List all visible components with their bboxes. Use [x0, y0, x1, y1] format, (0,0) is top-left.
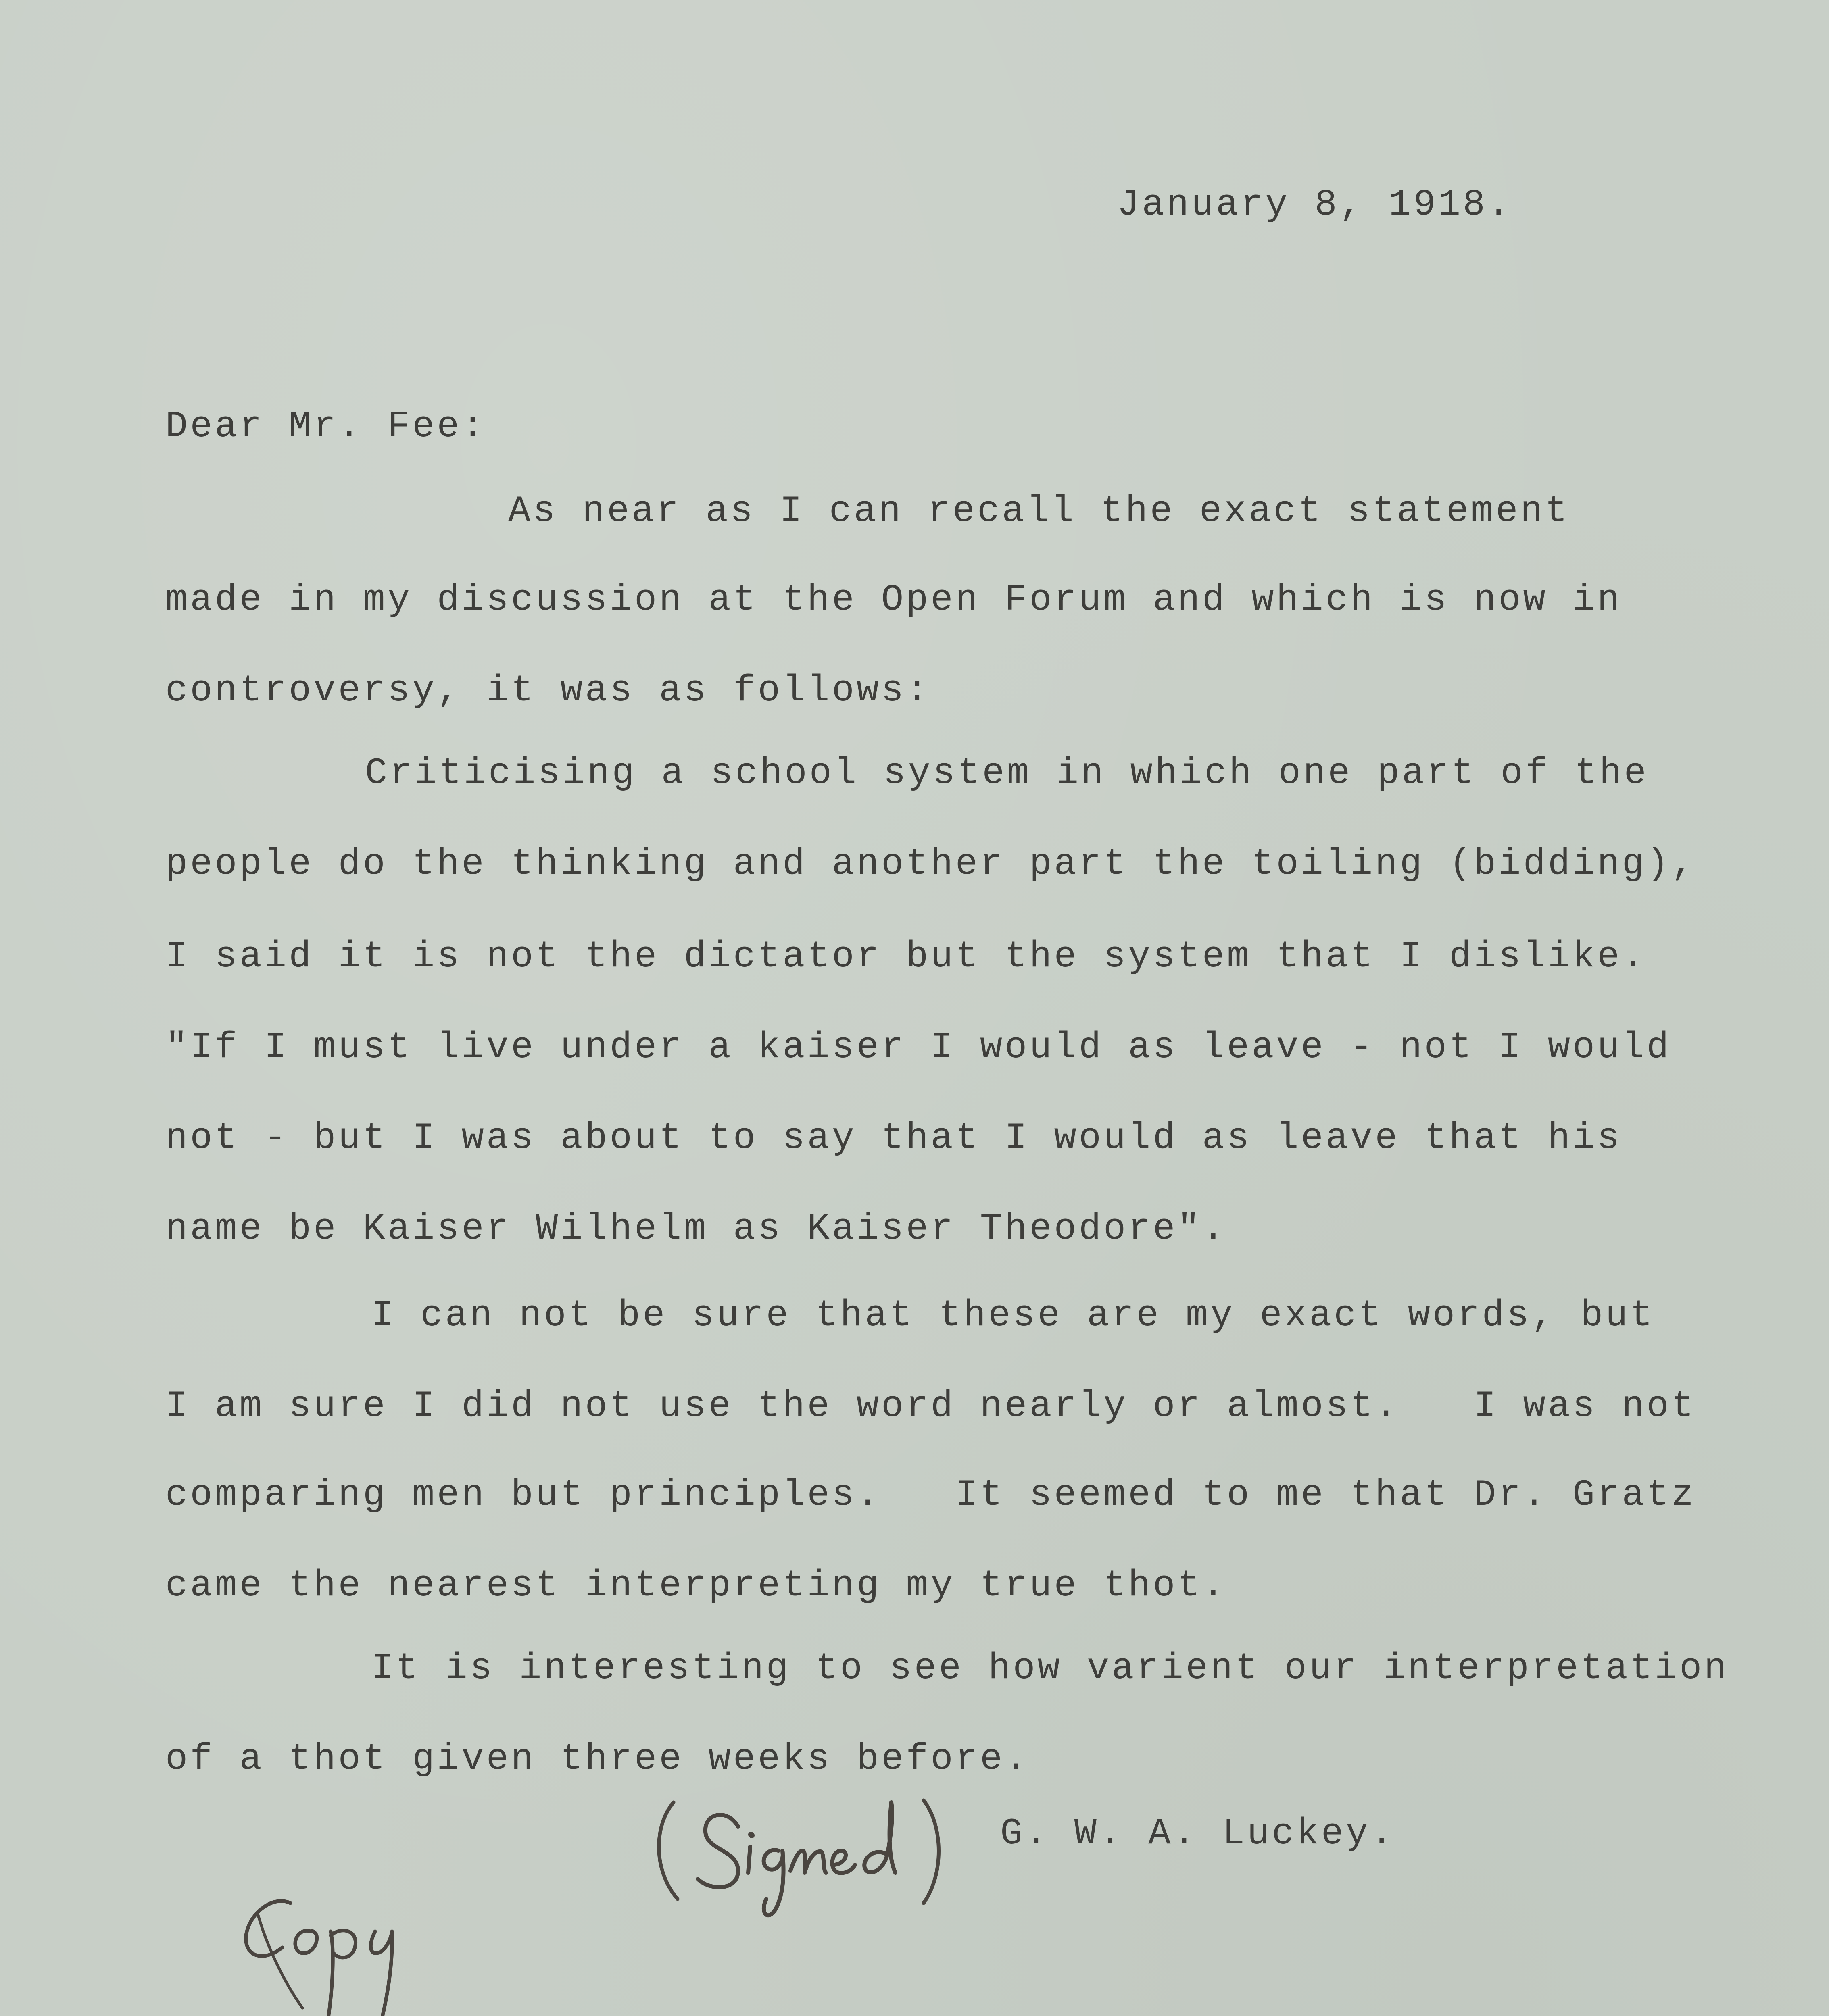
body-line: "If I must live under a kaiser I would as leave - not I would [165, 1026, 1671, 1068]
handwritten-copy-mark [234, 1887, 492, 2016]
letter-body [165, 0, 1758, 2016]
typed-signature: G. W. A. Luckey. [1000, 1812, 1395, 1855]
body-line: of a thot given three weeks before. [165, 1738, 1030, 1780]
salutation: Dear Mr. Fee: [165, 405, 486, 448]
body-line: comparing men but principles. It seemed to me that Dr. Gratz [165, 1474, 1696, 1516]
body-line: not - but I was about to say that I would as leave that his [165, 1117, 1622, 1159]
body-line: name be Kaiser Wilhelm as Kaiser Theodore". [165, 1208, 1227, 1250]
handwritten-signed-mark [645, 1790, 952, 1923]
body-line: As near as I can recall the exact statement [508, 490, 1570, 532]
body-line: Criticising a school system in which one part of the [365, 752, 1649, 794]
body-line: I can not be sure that these are my exact words, but [371, 1294, 1655, 1337]
body-line: It is interesting to see how varient our interpretation [371, 1647, 1729, 1689]
body-line: came the nearest interpreting my true thot. [165, 1564, 1227, 1607]
body-line: I am sure I did not use the word nearly or almost. I was not [165, 1385, 1696, 1427]
body-line: controversy, it was as follows: [165, 669, 931, 712]
letter-date: January 8, 1918. [1117, 183, 1512, 226]
body-line: made in my discussion at the Open Forum and which is now in [165, 579, 1622, 621]
body-line: I said it is not the dictator but the system that I dislike. [165, 935, 1647, 978]
body-line: people do the thinking and another part the toiling (bidding), [165, 843, 1696, 885]
